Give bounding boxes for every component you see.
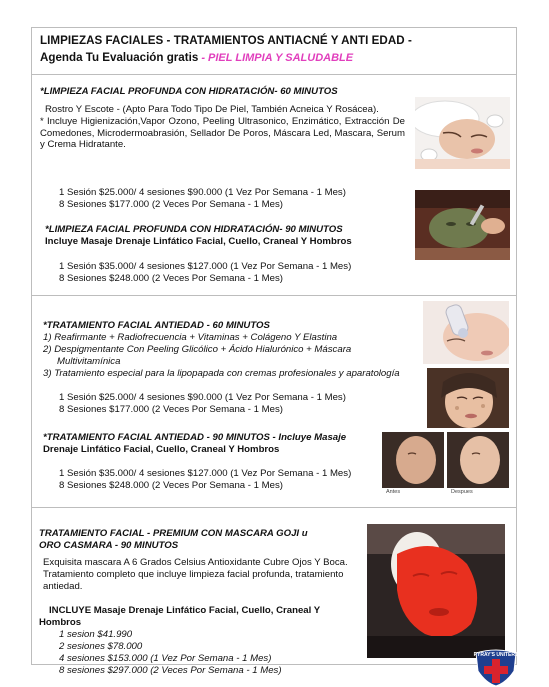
- description: Exquisita mascara A 6 Grados Celsius Antioxidante Cubre Ojos Y Boca.: [43, 557, 348, 568]
- before-label: Antes: [386, 489, 401, 495]
- section-antiaging: [32, 296, 516, 508]
- pigmentation-photo: [427, 368, 509, 428]
- description: Tratamiento completo que incluye limpieza facial profunda, tratamiento: [43, 569, 344, 580]
- price-line: 1 sesion $41.990: [59, 629, 133, 640]
- goji-mask-photo: [367, 524, 505, 658]
- treatment-item: 2) Despigmentante Con Peeling Glicólico + Ácido Hialurónico + Máscara: [43, 344, 352, 355]
- after-label: Despues: [451, 489, 473, 495]
- section-title: *LIMPIEZA FACIAL PROFUNDA CON HIDRATACIÓN- 60 MINUTOS: [40, 86, 338, 97]
- before-after-photo: [382, 432, 509, 498]
- section-subtitle: Drenaje Linfático Facial, Cuello, Craneal Y Hombros: [43, 444, 280, 455]
- green-mask-photo: [415, 190, 510, 260]
- section-premium-goji: [32, 508, 516, 676]
- price-line: 1 Sesión $25.000/ 4 sesiones $90.000 (1 Vez Por Semana - 1 Mes): [59, 187, 346, 198]
- tagline: - PIEL LIMPIA Y SALUDABLE: [198, 52, 354, 64]
- brand-logo: [473, 649, 519, 687]
- price-line: 1 Sesión $25.000/ 4 sesiones $90.000 (1 Vez Por Semana - 1 Mes): [59, 392, 346, 403]
- price-line: 1 Sesión $35.000/ 4 sesiones $127.000 (1 Vez Por Semana - 1 Mes): [59, 468, 352, 479]
- price-line: 8 Sesiones $248.000 (2 Veces Por Semana - 1 Mes): [59, 273, 283, 284]
- price-line: 1 Sesión $35.000/ 4 sesiones $127.000 (1 Vez Por Semana - 1 Mes): [59, 261, 352, 272]
- treatment-item: 3) Tratamiento especial para la lipopapada con cremas profesionales y aparatología: [43, 368, 400, 379]
- section-subtitle: Incluye Masaje Drenaje Linfático Facial, Cuello, Craneal Y Hombros: [45, 236, 352, 247]
- facial-cleansing-photo: [415, 97, 510, 169]
- section-facial-cleansing: [32, 75, 516, 296]
- section-title: ORO CASMARA - 90 MINUTOS: [39, 540, 179, 551]
- price-line: 8 Sesiones $177.000 (2 Veces Por Semana - 1 Mes): [59, 404, 283, 415]
- description: Rostro Y Escote - (Apto Para Todo Tipo De Piel, También Acneica Y Rosácea).: [45, 104, 379, 115]
- treatment-item: 1) Reafirmante + Radiofrecuencia + Vitaminas + Colágeno Y Elastina: [43, 332, 338, 343]
- treatment-item: Multivitamínica: [57, 356, 121, 367]
- price-line: 2 sesiones $78.000: [59, 641, 143, 652]
- subtitle: Agenda Tu Evaluación gratis: [40, 51, 199, 64]
- section-title: TRATAMIENTO FACIAL - PREMIUM CON MASCARA GOJI u: [39, 528, 308, 539]
- subtitle-line: [40, 51, 508, 64]
- radiofrequency-photo: [423, 301, 509, 364]
- price-line: 8 sesiones $297.000 (2 Veces Por Semana - 1 Mes): [59, 665, 282, 676]
- section-title: *LIMPIEZA FACIAL PROFUNDA CON HIDRATACIÓN- 90 MINUTOS: [45, 224, 343, 235]
- section-title: *TRATAMIENTO FACIAL ANTIEDAD - 90 MINUTOS - Incluye Masaje: [43, 432, 347, 443]
- logo-text: PYRAY'S UNITERS: [473, 652, 519, 658]
- section-title: *TRATAMIENTO FACIAL ANTIEDAD - 60 MINUTOS: [43, 320, 270, 331]
- description-includes: * Incluye Higienización,Vapor Ozono, Peeling Ultrasonico, Enzimático, Extracción De Comedones, Microdermoabrasión, Sellador De Poros, Máscara Led, Mascara, Serum y Crema Hidratante.: [40, 116, 405, 150]
- price-line: 4 sesiones $153.000 (1 Vez Por Semana - 1 Mes): [59, 653, 272, 664]
- description: antiedad.: [43, 581, 83, 592]
- page-title: LIMPIEZAS FACIALES - TRATAMIENTOS ANTIACNÉ Y ANTI EDAD -: [40, 34, 412, 47]
- includes-line: INCLUYE Masaje Drenaje Linfático Facial, Cuello, Craneal Y: [49, 605, 321, 616]
- price-sheet: [31, 27, 517, 676]
- header: [32, 28, 516, 75]
- price-line: 8 Sesiones $177.000 (2 Veces Por Semana - 1 Mes): [59, 199, 283, 210]
- includes-line: Hombros: [39, 617, 82, 628]
- price-line: 8 Sesiones $248.000 (2 Veces Por Semana - 1 Mes): [59, 480, 283, 491]
